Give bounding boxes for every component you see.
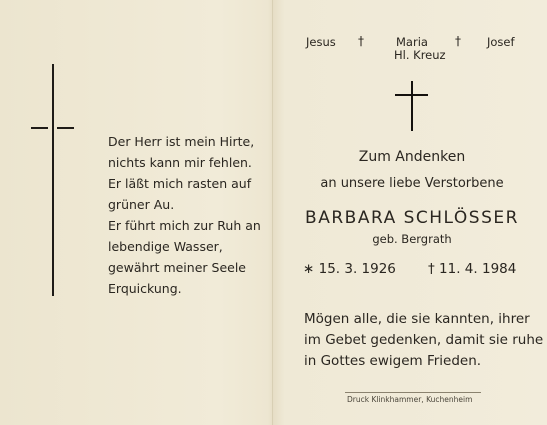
dagger-icon: † — [358, 34, 364, 48]
deceased-name: BARBARA SCHLÖSSER — [305, 208, 519, 228]
header-josef: Josef — [487, 35, 515, 49]
death-date: † 11. 4. 1984 — [428, 261, 517, 277]
printer-credit: Druck Klinkhammer, Kuchenheim — [347, 395, 473, 404]
psalm-line: nichts kann mir fehlen. — [108, 155, 252, 170]
closing-line: im Gebet gedenken, damit sie ruhe — [304, 332, 544, 348]
header-maria: Maria — [396, 35, 428, 49]
birth-date: ∗ 15. 3. 1926 — [303, 261, 396, 277]
psalm-line: Er führt mich zur Ruh an — [108, 218, 261, 233]
dagger-icon: † — [455, 34, 461, 48]
maiden-name: geb. Bergrath — [372, 232, 452, 246]
header-jesus: Jesus — [306, 35, 336, 49]
psalm-line: grüner Au. — [108, 197, 175, 212]
closing-text — [304, 309, 544, 372]
subtitle: an unsere liebe Verstorbene — [320, 176, 504, 191]
psalm-line: lebendige Wasser, — [108, 239, 223, 254]
psalm-line: gewährt meiner Seele — [108, 260, 246, 275]
divider — [345, 392, 481, 393]
header-kreuz: Hl. Kreuz — [394, 48, 446, 62]
closing-line: Mögen alle, die sie kannten, ihrer — [304, 311, 530, 327]
psalm-line: Er läßt mich rasten auf — [108, 176, 252, 191]
psalm-line: Der Herr ist mein Hirte, — [108, 134, 255, 149]
in-memory-heading: Zum Andenken — [358, 149, 466, 165]
psalm-text — [108, 131, 268, 299]
psalm-line: Erquickung. — [108, 281, 182, 296]
card-fold — [272, 0, 273, 425]
closing-line: in Gottes ewigem Frieden. — [304, 353, 482, 369]
